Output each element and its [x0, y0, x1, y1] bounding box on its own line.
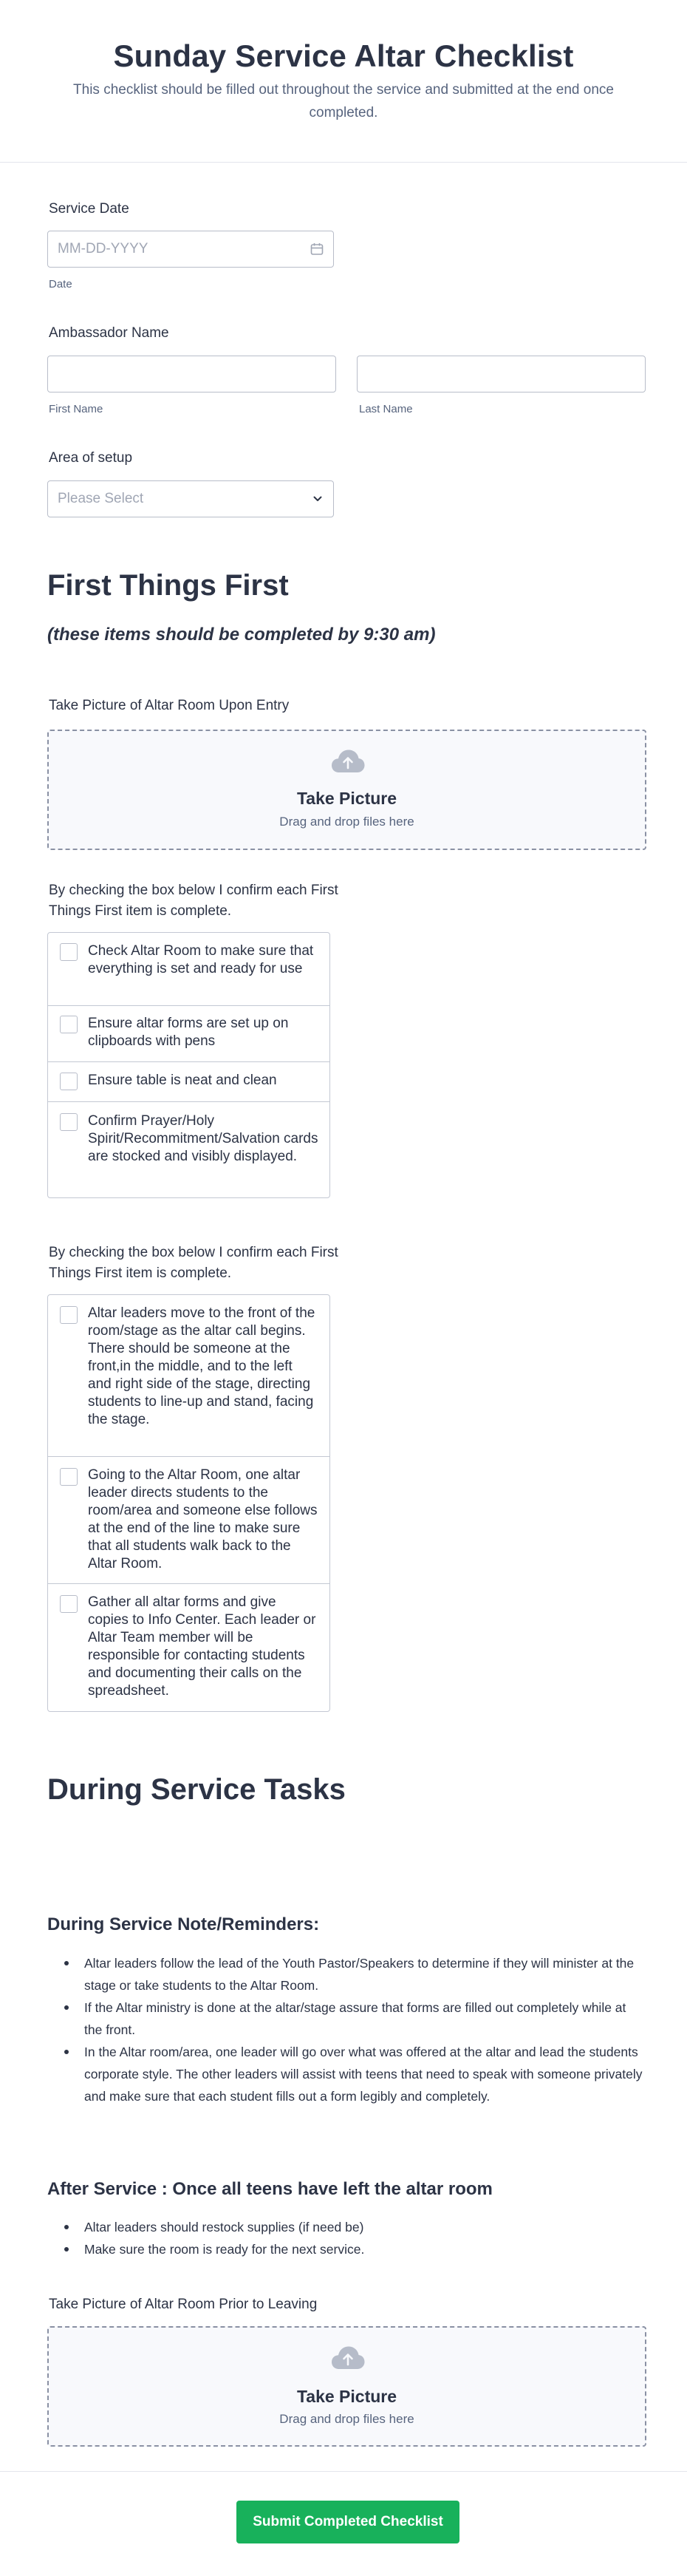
submit-button[interactable]: Submit Completed Checklist: [236, 2501, 459, 2543]
checklist1-item-label: Confirm Prayer/Holy Spirit/Recommitment/Salvation cards are stocked and visibly displayed.: [88, 1113, 318, 1164]
list-item: If the Altar ministry is done at the altar/stage assure that forms are filled out completely while at the front.: [47, 1996, 646, 2041]
checklist1-group: [47, 932, 330, 1198]
first-name-input[interactable]: [47, 356, 336, 392]
cloud-upload-icon: [330, 747, 366, 775]
header-divider: [0, 162, 687, 163]
checklist2-item-label: Gather all altar forms and give copies to Info Center. Each leader or Altar Team member will be responsible for contacting students and documenting their calls on the spreadsheet.: [88, 1594, 316, 1699]
section-heading-first-things-first: First Things First: [47, 569, 289, 602]
service-date-input[interactable]: [47, 231, 334, 268]
upload-entry-subtitle: Drag and drop files here: [279, 815, 414, 829]
checkbox[interactable]: [60, 1016, 78, 1033]
checklist1-item-label: Ensure table is neat and clean: [88, 1073, 277, 1088]
checklist2-item[interactable]: [48, 1583, 329, 1711]
checklist2-group: [47, 1294, 330, 1712]
section-heading-during-service: During Service Tasks: [47, 1773, 346, 1806]
service-date-label: Service Date: [49, 201, 129, 217]
checkbox[interactable]: [60, 1073, 78, 1090]
checklist2-item-label: Going to the Altar Room, one altar leader directs students to the room/area and someone else follows at the end of the line to make sure that all students walk back to the Altar Room.: [88, 1467, 318, 1571]
list-item: Altar leaders should restock supplies (if need be): [47, 2216, 646, 2238]
form-title: Sunday Service Altar Checklist: [113, 38, 574, 73]
checklist1-item[interactable]: [48, 933, 329, 1005]
checkbox[interactable]: [60, 1595, 78, 1613]
upload-entry-dropzone[interactable]: [47, 730, 646, 850]
checkbox[interactable]: [60, 943, 78, 961]
service-date-sublabel: Date: [49, 278, 72, 290]
section-subheading-time: (these items should be completed by 9:30 am): [47, 625, 436, 645]
checklist2-item[interactable]: [48, 1456, 329, 1583]
last-name-sublabel: Last Name: [359, 403, 413, 415]
list-item: Make sure the room is ready for the next service.: [47, 2238, 646, 2260]
area-of-setup-label: Area of setup: [49, 450, 133, 466]
service-date-placeholder: MM-DD-YYYY: [58, 241, 148, 256]
checklist1-item[interactable]: [48, 1101, 329, 1197]
list-item: Altar leaders follow the lead of the Youth Pastor/Speakers to determine if they will minister at the stage or take students to the Altar Room.: [47, 1952, 646, 1996]
ambassador-name-label: Ambassador Name: [49, 325, 169, 341]
calendar-icon[interactable]: [310, 242, 324, 256]
checklist2-item-label: Altar leaders move to the front of the room/stage as the altar call begins. There should be someone at the front,in the middle, and to the left and right side of the stage, directing students to line-up and stand, facing the stage.: [88, 1305, 315, 1427]
after-service-heading: After Service : Once all teens have left the altar room: [47, 2179, 493, 2199]
upload-leaving-title: Take Picture: [296, 2387, 397, 2406]
checklist1-item-label: Ensure altar forms are set up on clipboards with pens: [88, 1016, 289, 1049]
upload-entry-label: Take Picture of Altar Room Upon Entry: [49, 698, 290, 713]
upload-leaving-dropzone[interactable]: [47, 2326, 646, 2447]
upload-entry-title: Take Picture: [296, 789, 397, 808]
notes-heading: During Service Note/Reminders:: [47, 1914, 320, 1934]
checkbox[interactable]: [60, 1306, 78, 1324]
form-subtitle: This checklist should be filled out throughout the service and submitted at the end once completed.: [73, 82, 614, 120]
footer-divider: [0, 2471, 687, 2472]
checklist2-label: By checking the box below I confirm each First Things First item is complete.: [49, 1245, 338, 1281]
checklist1-label: By checking the box below I confirm each First Things First item is complete.: [49, 883, 338, 919]
checkbox[interactable]: [60, 1468, 78, 1486]
checklist1-item-label: Check Altar Room to make sure that everything is set and ready for use: [88, 943, 314, 976]
upload-leaving-label: Take Picture of Altar Room Prior to Leaving: [49, 2297, 318, 2312]
chevron-down-icon: [311, 492, 324, 506]
upload-leaving-subtitle: Drag and drop files here: [279, 2412, 414, 2426]
notes-list: [47, 1952, 646, 2107]
checklist2-item[interactable]: [48, 1295, 329, 1456]
area-of-setup-placeholder: Please Select: [58, 491, 144, 506]
list-item: In the Altar room/area, one leader will go over what was offered at the altar and lead the students corporate style. The other leaders will assist with teens that need to speak with someone privately and make sure that each student fills out a form legibly and completely.: [47, 2041, 646, 2107]
after-service-list: [47, 2216, 646, 2260]
last-name-input[interactable]: [357, 356, 646, 392]
cloud-upload-icon: [330, 2344, 366, 2372]
checklist1-item[interactable]: [48, 1061, 329, 1101]
first-name-sublabel: First Name: [49, 403, 103, 415]
checklist1-item[interactable]: [48, 1005, 329, 1061]
area-of-setup-select[interactable]: [47, 480, 334, 517]
checkbox[interactable]: [60, 1113, 78, 1131]
